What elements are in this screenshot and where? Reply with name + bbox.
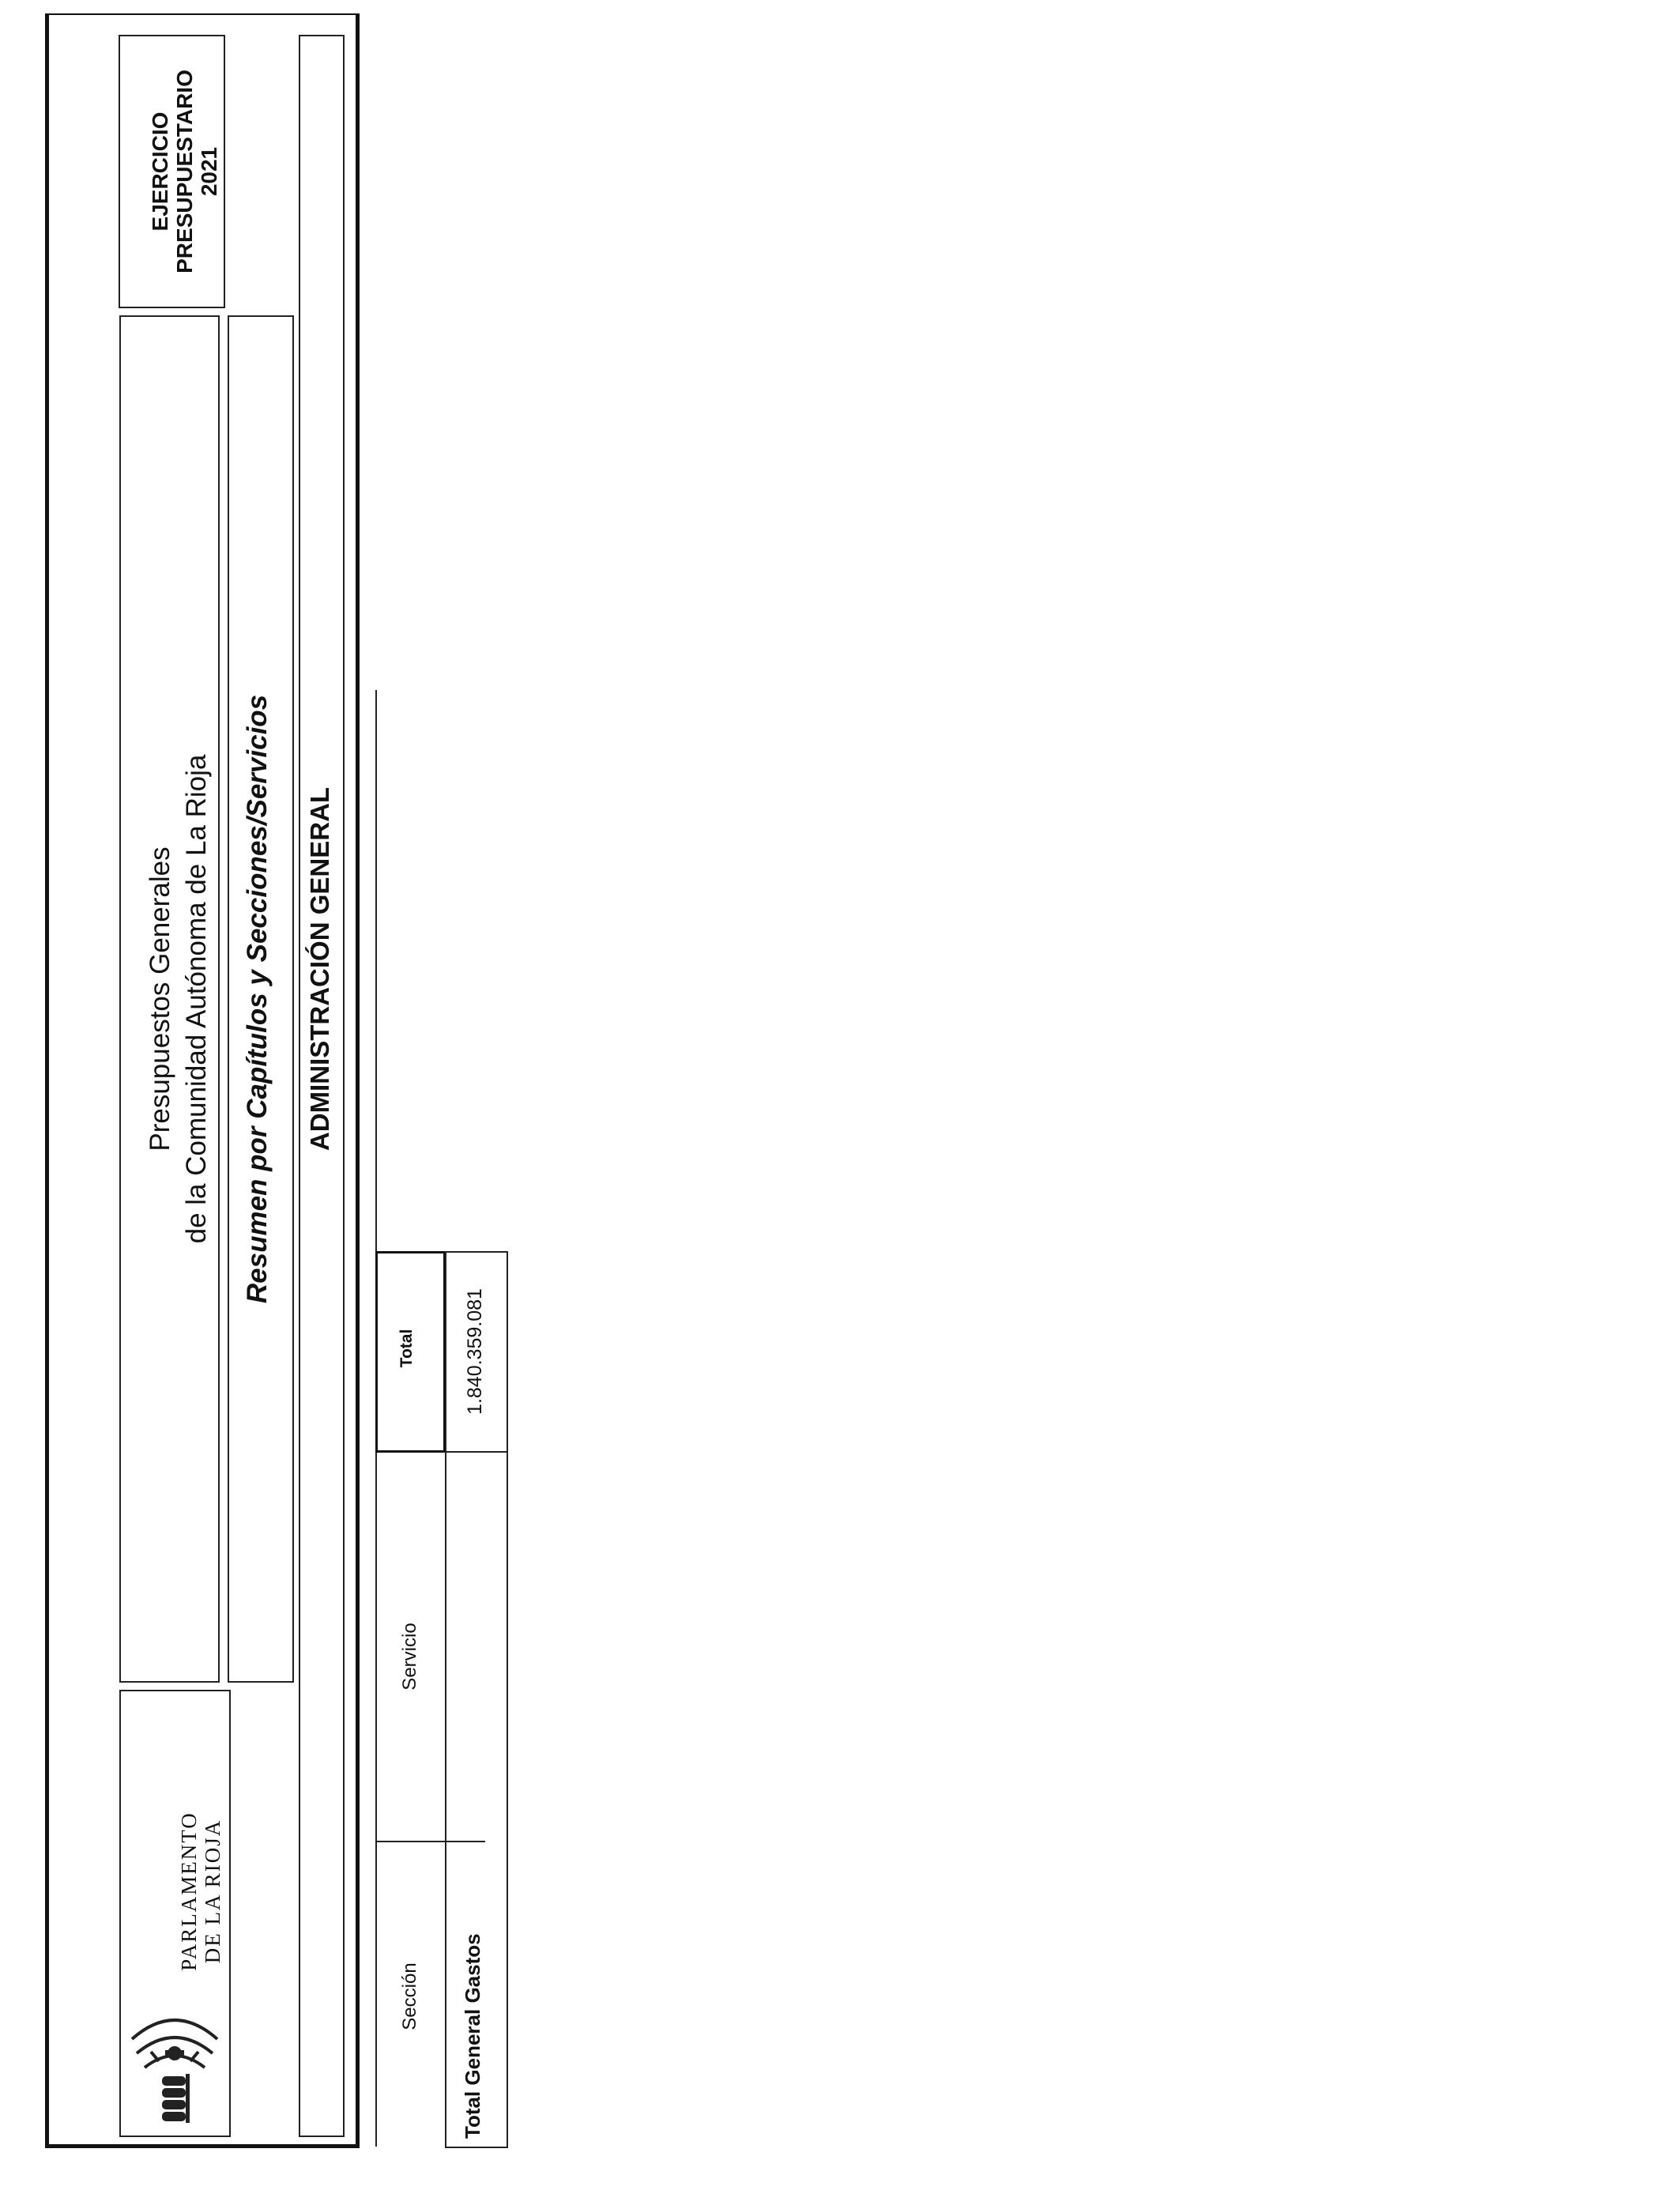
row-total-value: 1.840.359.081 (464, 1288, 486, 1415)
ejercicio-label (148, 35, 221, 308)
ejercicio-line1: EJERCICIO (148, 111, 172, 232)
column-divider (445, 1451, 508, 1453)
parliament-name (177, 1800, 224, 1982)
row-label: Total General Gastos (461, 1933, 484, 2139)
ejercicio-year: 2021 (197, 146, 221, 197)
title-line1: Presupuestos Generales (145, 846, 175, 1152)
parliament-name-line2: DE LA RIOJA (201, 1819, 224, 1964)
column-header-seccion: Sección (399, 1962, 420, 2030)
column-header-total: Total (397, 1329, 416, 1368)
document-subtitle: Resumen por Capítulos y Secciones/Servicios (242, 694, 273, 1304)
column-header-servicio: Servicio (399, 1623, 420, 1691)
document-title (142, 315, 215, 1683)
title-line2: de la Comunidad Autónoma de La Rioja (181, 754, 212, 1244)
column-divider (375, 1841, 485, 1842)
parliament-name-line1: PARLAMENTO (177, 1811, 201, 1971)
section-label: ADMINISTRACIÓN GENERAL (305, 786, 334, 1152)
parliament-emblem-icon (127, 1995, 222, 2129)
ejercicio-line2: PRESUPUESTARIO (172, 70, 197, 273)
